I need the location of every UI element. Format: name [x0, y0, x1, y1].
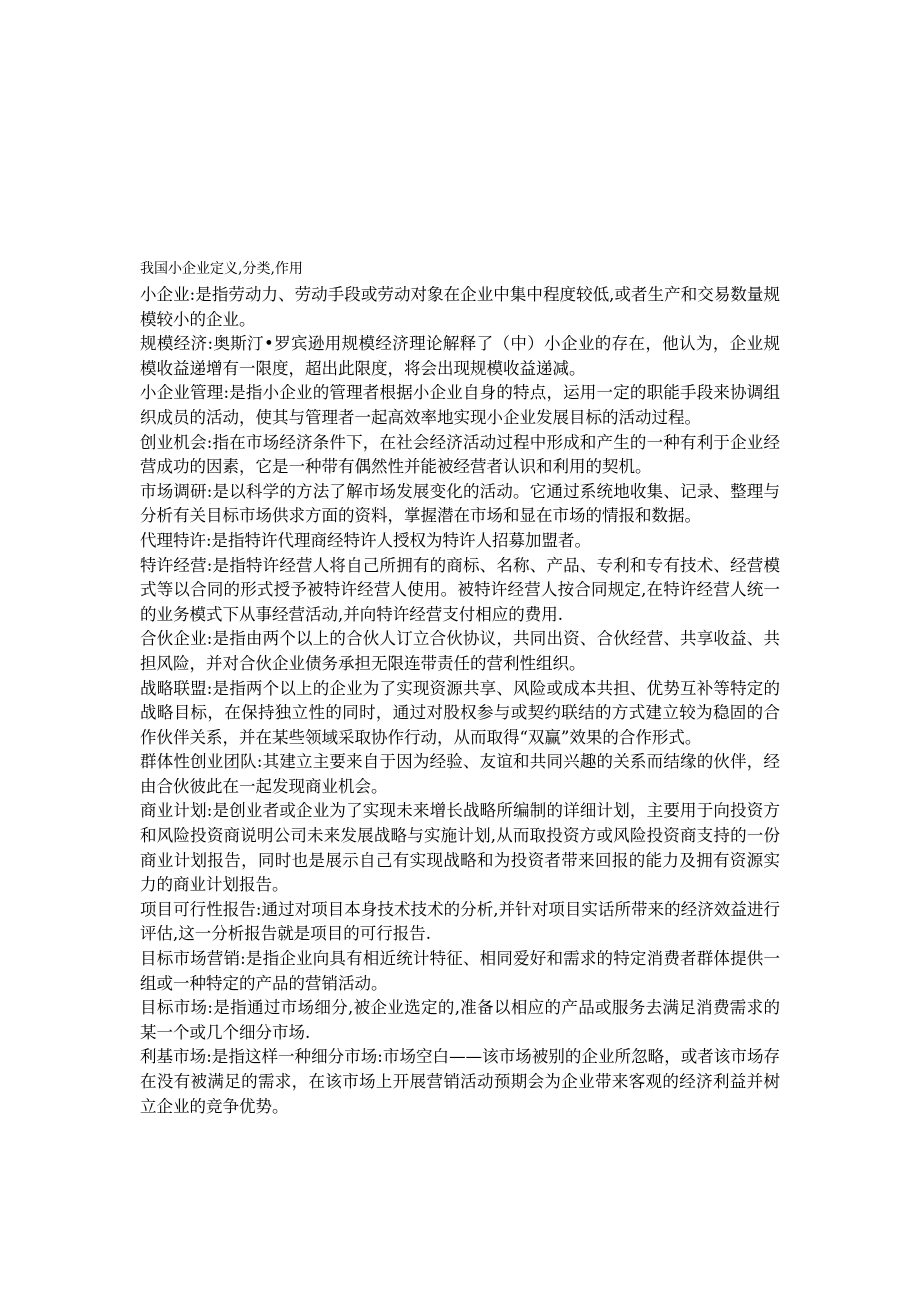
definition-niche-market: 利基市场:是指这样一种细分市场:市场空白——该市场被别的企业所忽略，或者该市场存在没有被满足的需求，在该市场上开展营销活动预期会为企业带来客观的经济利益并树立企业的竞争优势。 [140, 1047, 780, 1116]
definition-feasibility-report: 项目可行性报告:通过对项目本身技术技术的分析,并针对项目实话所带来的经济效益进行评估,这一分析报告就是项目的可行报告. [140, 899, 780, 944]
definition-group-startup-team: 群体性创业团队:其建立主要来自于因为经验、友谊和共同兴趣的关系而结缘的伙伴，经由合伙彼此在一起发现商业机会。 [140, 752, 780, 796]
definition-agency-franchise: 代理特许:是指特许代理商经特许人授权为特许人招募加盟者。 [140, 530, 592, 550]
definition-entrepreneurial-opportunity: 创业机会:指在市场经济条件下，在社会经济活动过程中形成和产生的一种有利于企业经营成功的因素，它是一种带有偶然性并能被经营者认识和利用的契机。 [140, 432, 780, 477]
definition-small-enterprise-management: 小企业管理:是指小企业的管理者根据小企业自身的特点，运用一定的职能手段来协调组织成员的活动，使其与管理者一起高效率地实现小企业发展目标的活动过程。 [140, 383, 780, 427]
document-page [140, 258, 780, 1119]
definition-market-research: 市场调研:是以科学的方法了解市场发展变化的活动。它通过系统地收集、记录、整理与分析有关目标市场供求方面的资料，掌握潜在市场和显在市场的情报和数据。 [140, 481, 780, 526]
definition-economies-of-scale: 规模经济:奥斯汀•罗宾逊用规模经济理论解释了（中）小企业的存在，他认为，企业规模收益递增有一限度，超出此限度，将会出现规模收益递减。 [140, 334, 780, 378]
definition-small-enterprise: 小企业:是指劳动力、劳动手段或劳动对象在企业中集中程度较低,或者生产和交易数量规模较小的企业。 [140, 285, 780, 329]
definition-partnership: 合伙企业:是指由两个以上的合伙人订立合伙协议，共同出资、合伙经营、共享收益、共担风险，并对合伙企业债务承担无限连带责任的营利性组织。 [140, 629, 780, 673]
definition-strategic-alliance: 战略联盟:是指两个以上的企业为了实现资源共享、风险或成本共担、优势互补等特定的战略目标，在保持独立性的同时，通过对股权参与或契约联结的方式建立较为稳固的合作伙伴关系，并在某些领域采取协作行动，从而取得“双赢”效果的合作形式。 [140, 678, 780, 747]
definition-franchising: 特许经营:是指特许经营人将自己所拥有的商标、名称、产品、专利和专有技术、经营模式等以合同的形式授予被特许经营人使用。被特许经营人按合同规定,在特许经营人统一的业务模式下从事经营活动,并向特许经营支付相应的费用. [140, 555, 780, 624]
definition-target-market: 目标市场:是指通过市场细分,被企业选定的,准备以相应的产品或服务去满足消费需求的某一个或几个细分市场. [140, 998, 780, 1042]
definition-business-plan: 商业计划:是创业者或企业为了实现未来增长战略所编制的详细计划，主要用于向投资方和风险投资商说明公司未来发展战略与实施计划,从而取投资方或风险投资商支持的一份商业计划报告，同时也是展示自己有实现战略和为投资者带来回报的能力及拥有资源实力的商业计划报告。 [140, 801, 780, 895]
definition-target-marketing: 目标市场营销:是指企业向具有相近统计特征、相同爱好和需求的特定消费者群体提供一组或一种特定的产品的营销活动。 [140, 949, 780, 993]
document-title: 我国小企业定义,分类,作用 [140, 261, 303, 277]
